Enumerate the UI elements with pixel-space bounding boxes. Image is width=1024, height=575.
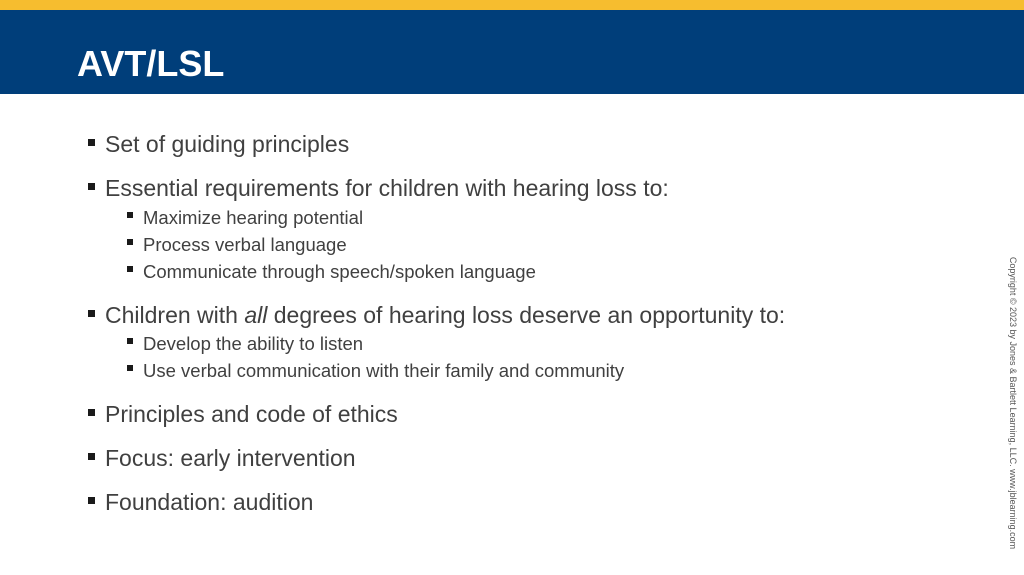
sub-bullet-text: Communicate through speech/spoken language — [143, 261, 536, 282]
accent-stripe — [0, 0, 1024, 10]
bullet-all-degrees — [105, 301, 785, 329]
sub-bullet-maximize-hearing — [143, 206, 363, 229]
bullet-text: Set of guiding principles — [105, 131, 350, 157]
sub-bullet-verbal-communication — [143, 359, 624, 382]
bullet-text: Essential requirements for children with hearing loss to: — [105, 175, 669, 201]
bullet-emphasis: all — [244, 302, 268, 328]
sub-bullet-communicate-speech — [143, 260, 536, 283]
square-bullet-icon — [88, 497, 95, 504]
copyright-notice: Copyright © 2023 by Jones & Bartlett Learning, LLC. www.jblearning.com — [1008, 256, 1018, 550]
square-bullet-icon — [88, 453, 95, 460]
title-bar — [0, 10, 1024, 94]
bullet-text-after: degrees of hearing loss deserve an opportunity to: — [267, 302, 786, 328]
sub-bullet-text: Process verbal language — [143, 234, 347, 255]
square-bullet-icon — [88, 310, 95, 317]
bullet-text-before: Children with — [105, 302, 245, 328]
bullet-essential-requirements — [105, 174, 669, 202]
bullet-text: Principles and code of ethics — [105, 401, 398, 427]
sub-bullet-text: Develop the ability to listen — [143, 333, 364, 354]
sub-bullet-text: Maximize hearing potential — [143, 207, 364, 228]
bullet-text: Focus: early intervention — [105, 445, 356, 471]
bullet-focus — [105, 444, 356, 472]
square-bullet-icon — [88, 139, 95, 146]
bullet-code-of-ethics — [105, 400, 398, 428]
bullet-text: Foundation: audition — [105, 489, 314, 515]
square-bullet-icon — [127, 266, 133, 272]
square-bullet-icon — [127, 212, 133, 218]
slide-title: AVT/LSL — [77, 43, 225, 84]
bullet-guiding-principles — [105, 130, 349, 158]
sub-bullet-develop-listen — [143, 332, 363, 355]
square-bullet-icon — [127, 365, 133, 371]
sub-bullet-process-verbal — [143, 233, 347, 256]
bullet-foundation — [105, 488, 313, 516]
square-bullet-icon — [127, 338, 133, 344]
sub-bullet-text: Use verbal communication with their family and community — [143, 360, 625, 381]
square-bullet-icon — [88, 409, 95, 416]
square-bullet-icon — [127, 239, 133, 245]
square-bullet-icon — [88, 183, 95, 190]
